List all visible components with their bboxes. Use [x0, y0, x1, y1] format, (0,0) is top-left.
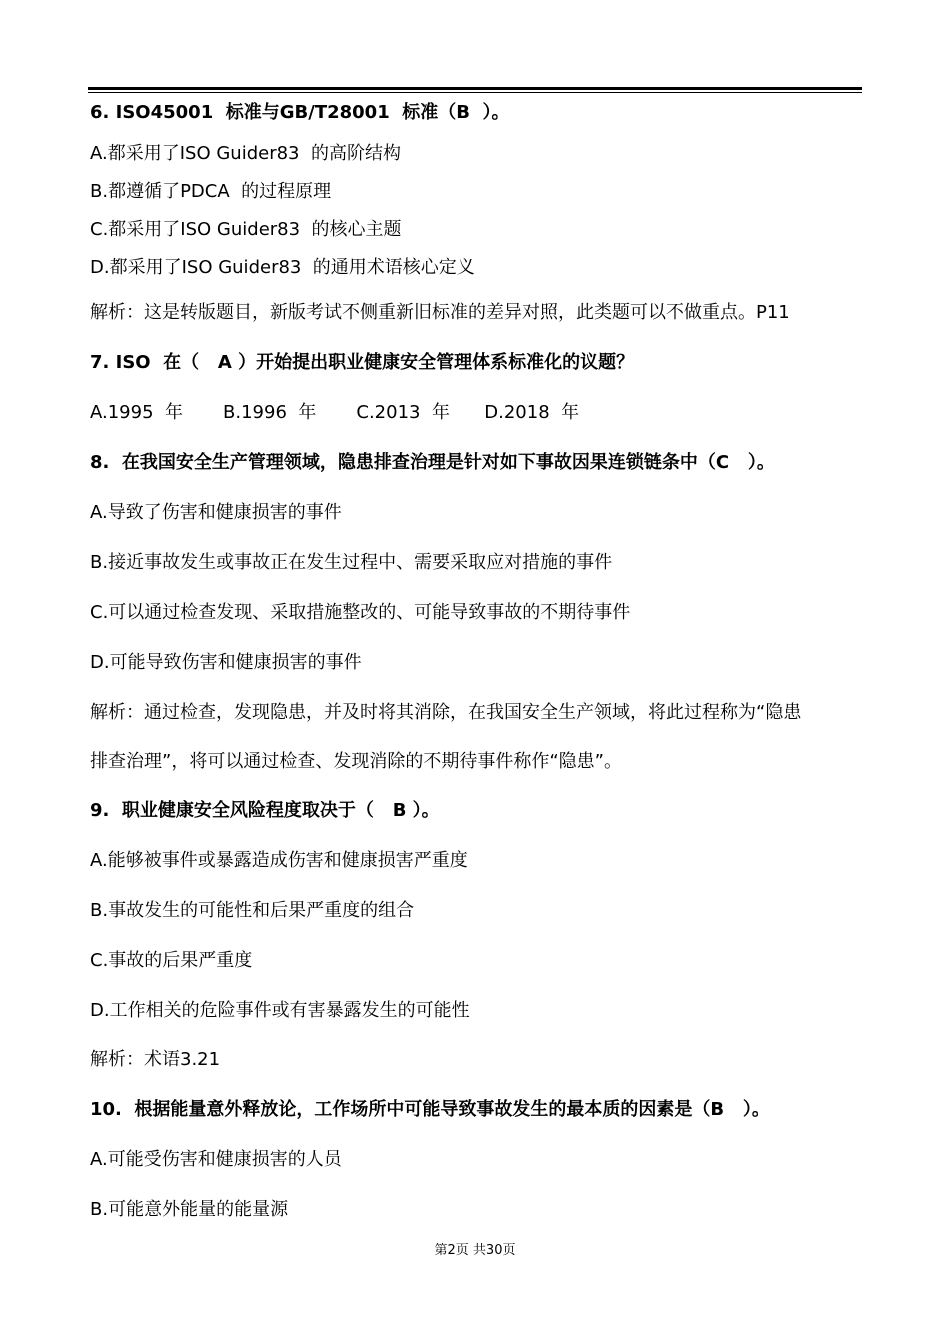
q7-options: A.1995 年 B.1996 年 C.2013 年 D.2018 年	[90, 402, 580, 423]
q8-explanation-line-2: 排查治理”，将可以通过检查、发现消除的不期待事件称作“隐患”。	[90, 751, 622, 772]
q9-option-c: C.事故的后果严重度	[90, 950, 253, 971]
q10-option-b: B.可能意外能量的能量源	[90, 1199, 289, 1220]
q9-option-a: A.能够被事件或暴露造成伤害和健康损害严重度	[90, 850, 468, 871]
question-6: 6. ISO45001 标准与GB/T28001 标准（B ）。	[90, 102, 510, 123]
q8-option-d: D.可能导致伤害和健康损害的事件	[90, 652, 362, 673]
question-9: 9. 职业健康安全风险程度取决于（ B ）。	[90, 800, 440, 821]
q6-option-a: A.都采用了ISO Guider83 的高阶结构	[90, 143, 401, 164]
header-rule-thick	[88, 87, 862, 90]
q6-explanation: 解析：这是转版题目，新版考试不侧重新旧标准的差异对照，此类题可以不做重点。P11	[90, 302, 790, 323]
question-8: 8. 在我国安全生产管理领域，隐患排查治理是针对如下事故因果连锁链条中（C ）。	[90, 452, 775, 473]
q6-option-c: C.都采用了ISO Guider83 的核心主题	[90, 219, 402, 240]
header-rule-thin	[88, 92, 862, 93]
q6-option-b: B.都遵循了PDCA 的过程原理	[90, 181, 332, 202]
q8-option-c: C.可以通过检查发现、采取措施整改的、可能导致事故的不期待事件	[90, 602, 631, 623]
q9-option-d: D.工作相关的危险事件或有害暴露发生的可能性	[90, 1000, 470, 1021]
page-footer: 第2页 共30页	[434, 1243, 516, 1258]
q8-option-b: B.接近事故发生或事故正在发生过程中、需要采取应对措施的事件	[90, 552, 613, 573]
q10-option-a: A.可能受伤害和健康损害的人员	[90, 1149, 342, 1170]
q9-explanation: 解析：术语3.21	[90, 1049, 221, 1070]
q8-option-a: A.导致了伤害和健康损害的事件	[90, 502, 342, 523]
q9-option-b: B.事故发生的可能性和后果严重度的组合	[90, 900, 415, 921]
q6-option-d: D.都采用了ISO Guider83 的通用术语核心定义	[90, 257, 475, 278]
question-7: 7. ISO 在（ A ）开始提出职业健康安全管理体系标准化的议题？	[90, 352, 635, 373]
q8-explanation-line-1: 解析：通过检查，发现隐患，并及时将其消除，在我国安全生产领域，将此过程称为“隐患	[90, 702, 802, 723]
question-10: 10. 根据能量意外释放论，工作场所中可能导致事故发生的最本质的因素是（B ）。	[90, 1099, 770, 1120]
